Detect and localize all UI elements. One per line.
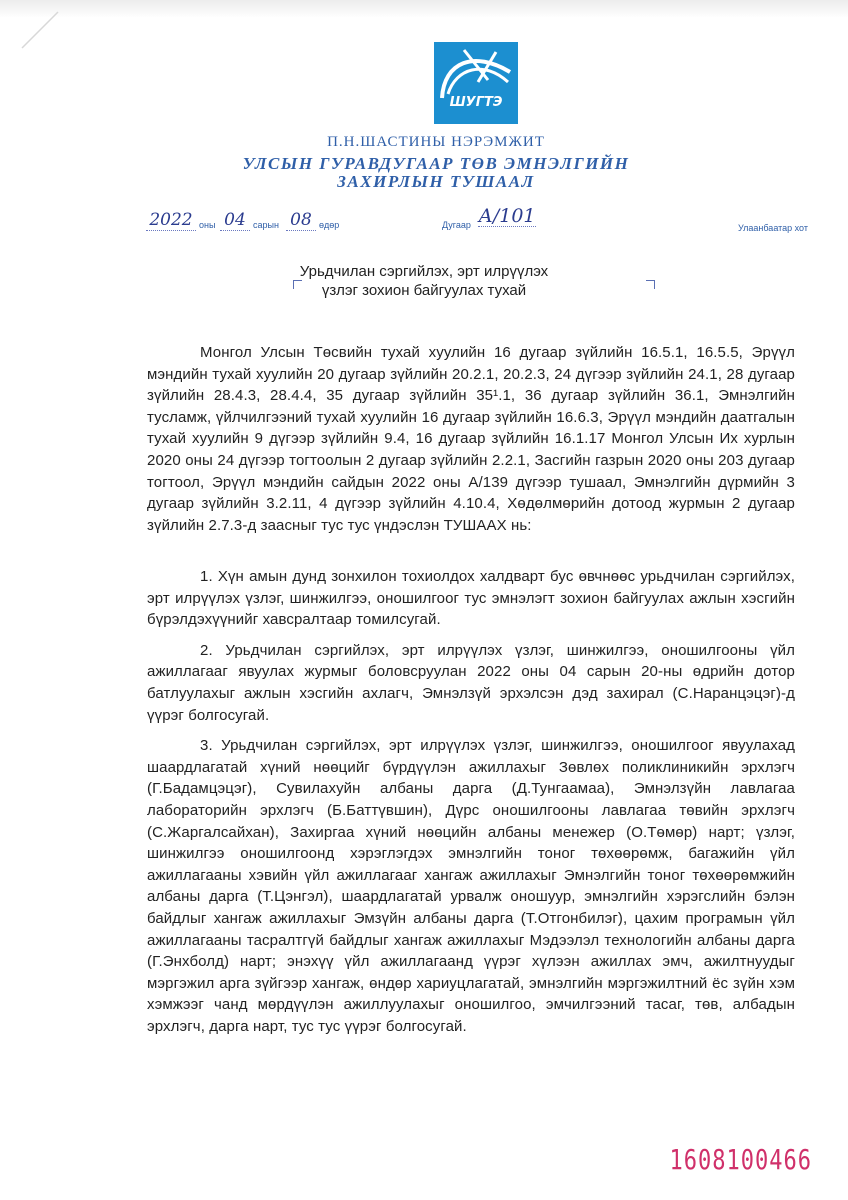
hospital-logo (434, 42, 518, 124)
order-subject (0, 262, 848, 300)
document-type-title: ЗАХИРЛЫН ТУШААЛ (337, 172, 535, 191)
logo-text: ШУГТЭ (449, 95, 503, 110)
subject-bracket-left (293, 280, 302, 289)
subject-bracket-right (646, 280, 655, 289)
scan-edge-shadow (0, 0, 848, 18)
order-item-1: 1. Хүн амын дунд зонхилон тохиолдох халдварт бус өвчнөөс урьдчилан сэргийлэх, эрт илрүүлэх үзлэг, шинжилгээ, оношилгоог тус эмнэлэгт зохион байгуулах ажлын хэсгийн бүрэлдэхүүнийг хавсралтаар томилсугай. (147, 568, 795, 629)
serial-number-stamp: 1608100466 (669, 1145, 812, 1177)
date-day: 08 (286, 210, 316, 231)
preamble-paragraph: Монгол Улсын Төсвийн тухай хуулийн 16 дугаар зүйлийн 16.5.1, 16.5.5, Эрүүл мэндийн тухай хуулийн 20 дугаар зүйлийн 20.2.1, 20.2.3, 24 дүгээр зүйлийн 24.1, 28 дугаар зүйлийн 28.4.3, 28.4.4, 35 дугаар зүйлийн 35¹.1, 36 дугаар зүйлийн 36.1, Эмнэлгийн тусламж, үйлчилгээний тухай хуулийн 16 дугаар зүйлийн 16.6.3, Эрүүл мэндийн даатгалын тухай хуулийн 9 дүгээр зүйлийн 9.4, 16 дугаар зүйлийн 16.1.17 Монгол Улсын Их хурлын 2020 оны 24 дүгээр тогтоолын 2 дугаар зүйлийн 2.2.1, Засгийн газрын 2020 оны 203 дугаар тогтоол, Эрүүл мэндийн сайдын 2022 оны А/139 дүгээр тушаал, Эмнэлгийн дүрмийн 3 дугаар зүйлийн 3.2.11, 4 дүгээр зүйлийн 4.10.4, Хөдөлмөрийн дотоод журмын 2 дугаар зүйлийн 2.7.3-д заасныг тус тус үндэслэн ТУШААХ нь: (147, 344, 795, 534)
date-number-row (0, 205, 848, 240)
preamble (147, 342, 795, 536)
subject-line1: Урьдчилан сэргийлэх, эрт илрүүлэх (299, 263, 549, 280)
date-month-suffix: сарын (253, 220, 279, 230)
subject-line2: үзлэг зохион байгуулах тухай (321, 282, 527, 299)
order-items (147, 566, 795, 1037)
org-name-line1: П.Н.ШАСТИНЫ НЭРЭМЖИТ (327, 134, 545, 150)
date-year-suffix: оны (199, 220, 216, 230)
document-number: А/101 (478, 205, 536, 227)
order-item-3: 3. Урьдчилан сэргийлэх, эрт илрүүлэх үзлэг, шинжилгээ, оношилгоог явуулахад шаардлагатай хүний нөөцийг бүрдүүлэн ажиллахыг Зөвлөх поликлиникийн эрхлэгч (Г.Бадамцэцэг), Сувилахуйн албаны дарга (Д.Тунгаамаа), Эмнэлзүйн лавлагаа лабораторийн эрхлэгч (Б.Баттүвшин), Дүрс оношилгооны лавлагаа төвийн эрхлэгч (С.Жаргалсайхан), Захиргаа хүний нөөцийн албаны менежер (О.Төмөр) нарт; үзлэг, шинжилгээ оношилгоонд хэрэглэгдэх эмнэлгийн тоног төхөөрөмж, багажийн үйл ажиллагааны хэвийн үйл ажиллагааг хангаж ажиллахыг Эмнэлгийн тоног төхөөрөмжийн албаны дарга (Т.Цэнгэл), шаардлагатай урвалж оношуур, эмнэлгийн хэрэгслийн бэлэн байдлыг хангаж ажиллахыг Эмзүйн албаны дарга (Т.Отгонбилэг), цахим програмын үйл ажиллагааны тасралтгүй байдлыг хангаж ажиллахыг Мэдээлэл технологийн албаны дарга (Г.Энхболд) нарт; энэхүү үйл ажиллагаанд үүрэг хүлээн ажиллах эмч, ажилтнуудыг мэргэжил арга зүйгээр хангаж, өндөр хариуцлагатай, эмнэлгийн мэргэжилтний ёс зүйн хэм хэмжээг чанд мөрдүүлэн ажиллуулахыг оношилгоо, эмчилгээний тасаг, төв, албадын эрхлэгч, дарга нарт, тус тус үүрэг болгосугай. (147, 737, 795, 1035)
org-name-line2: УЛСЫН ГУРАВДУГААР ТӨВ ЭМНЭЛГИЙН (242, 154, 630, 173)
order-item-2: 2. Урьдчилан сэргийлэх, эрт илрүүлэх үзлэг, шинжилгээ, оношилгооны үйл ажиллагааг явуулах журмыг боловсруулан 2022 оны 04 сарын 20-ны өдрийн дотор батлуулахыг ажлын хэсгийн ахлагч, Эмнэлзүй эрхэлсэн дэд захирал (С.Наранцэцэг)-д үүрэг болгосугай. (147, 641, 795, 724)
scan-corner-mark (20, 10, 60, 50)
document-number-label: Дугаар (442, 220, 471, 230)
city-name: Улаанбаатар хот (738, 223, 808, 233)
date-year: 2022 (146, 210, 196, 231)
date-month: 04 (220, 210, 250, 231)
date-day-suffix: өдөр (319, 220, 340, 230)
